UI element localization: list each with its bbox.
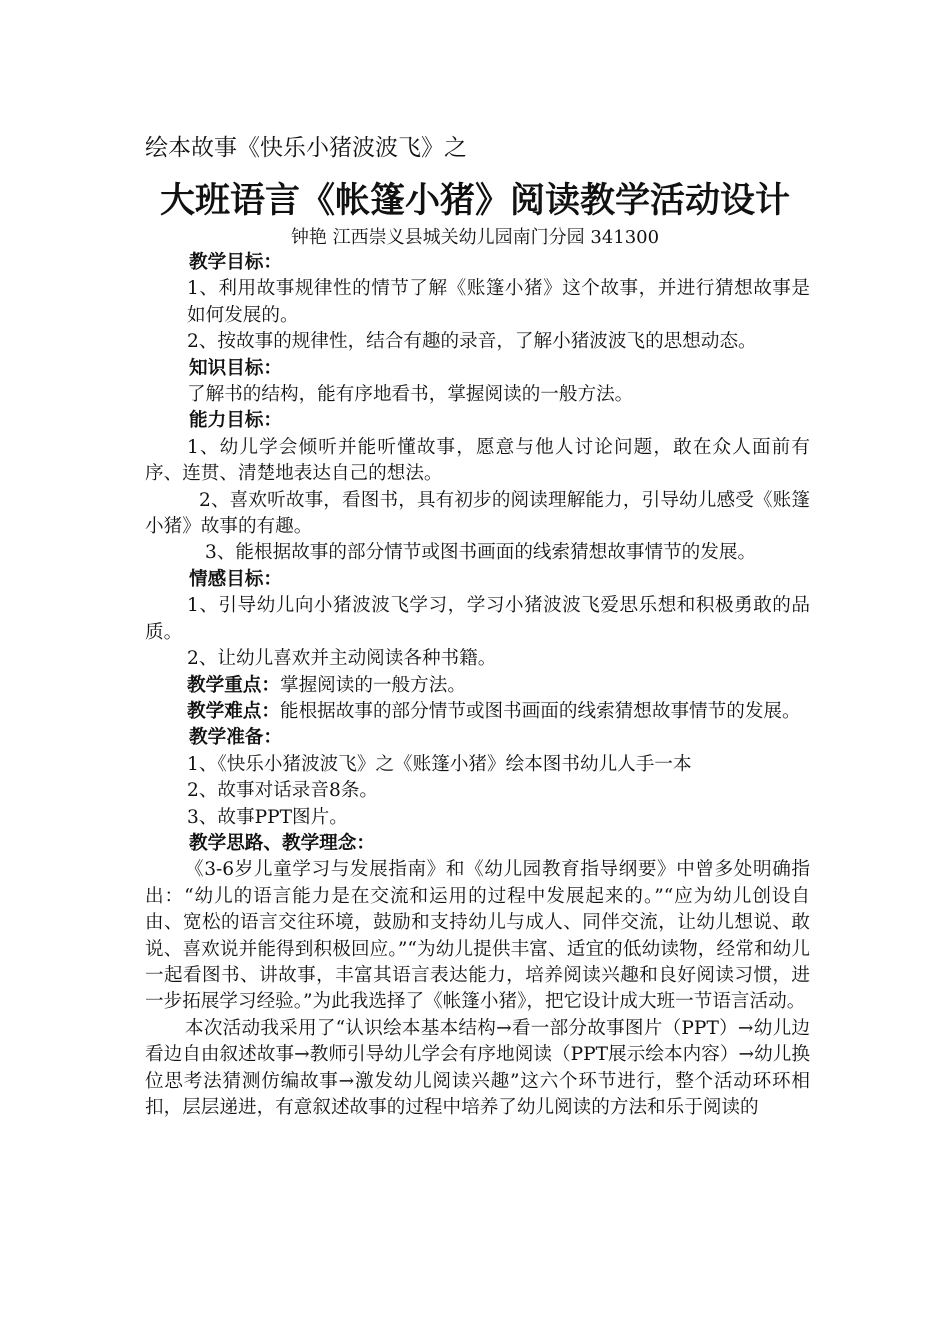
document-body <box>145 250 810 1121</box>
document-supertitle: 绘本故事《快乐小猪波波飞》之 <box>145 135 467 161</box>
difficulty-text: 能根据故事的部分情节或图书画面的线索猜想故事情节的发展。 <box>279 700 801 722</box>
difficulty-label: 教学难点： <box>187 700 280 722</box>
ability-goal-item: 1、幼儿学会倾听并能听懂故事，愿意与他人讨论问题，敢在众人面前有序、连贯、清楚地表达自己的想法。 <box>145 436 810 485</box>
preparation-item: 2、故事对话录音8条。 <box>187 780 379 802</box>
knowledge-goals-text: 了解书的结构，能有序地看书，掌握阅读的一般方法。 <box>187 384 634 406</box>
preparation-item: 1、《快乐小猪波波飞》之《账篷小猪》绘本图书幼儿人手一本 <box>187 753 692 775</box>
emotion-goal-item: 2、让幼儿喜欢并主动阅读各种书籍。 <box>187 648 497 670</box>
teaching-goal-item: 2、按故事的规律性，结合有趣的录音，了解小猪波波飞的思想动态。 <box>187 331 757 353</box>
author-byline: 钟艳 江西崇义县城关幼儿园南门分园 341300 <box>290 227 660 248</box>
preparation-item: 3、故事PPT图片。 <box>187 806 348 828</box>
emotion-goals-heading: 情感目标： <box>189 568 282 590</box>
key-point-label: 教学重点： <box>187 674 280 696</box>
document-title: 大班语言《帐篷小猪》阅读教学活动设计 <box>159 181 790 221</box>
philosophy-paragraph: 《3-6岁儿童学习与发展指南》和《幼儿园教育指导纲要》中曾多处明确指出：“幼儿的语言能力是在交流和运用的过程中发展起来的。”“应为幼儿创设自由、宽松的语言交往环境，鼓励和支持幼儿与成人、同伴交流，让幼儿想说、敢说、喜欢说并能得到积极回应。”“为幼儿提供丰富、适宜的低幼读物，经常和幼儿一起看图书、讲故事，丰富其语言表达能力，培养阅读兴趣和良好阅读习惯，进一步拓展学习经验。”为此我选择了《帐篷小猪》，把它设计成大班一节语言活动。 <box>145 859 810 1013</box>
preparation-heading: 教学准备： <box>189 727 282 749</box>
philosophy-heading: 教学思路、教学理念： <box>189 832 375 854</box>
ability-goal-item: 3、能根据故事的部分情节或图书画面的线索猜想故事情节的发展。 <box>205 542 757 564</box>
key-point-text: 掌握阅读的一般方法。 <box>279 674 466 696</box>
knowledge-goals-heading: 知识目标： <box>189 357 282 379</box>
difficulty-line <box>145 699 810 725</box>
ability-goals-heading: 能力目标： <box>189 410 282 432</box>
teaching-goal-item: 1、利用故事规律性的情节了解《账篷小猪》这个故事，并进行猜想故事是如何发展的。 <box>187 278 810 326</box>
key-point-line <box>145 673 810 699</box>
ability-goal-item: 2、喜欢听故事，看图书，具有初步的阅读理解能力，引导幼儿感受《账篷小猪》故事的有趣。 <box>145 489 810 538</box>
emotion-goal-item: 1、引导幼儿向小猪波波飞学习，学习小猪波波飞爱思乐想和积极勇敢的品质。 <box>145 595 810 643</box>
teaching-goals-heading: 教学目标： <box>189 252 282 273</box>
philosophy-paragraph: 本次活动我采用了“认识绘本基本结构→看一部分故事图片（PPT）→幼儿边看边自由叙述故事→教师引导幼儿学会有序地阅读（PPT展示绘本内容）→幼儿换位思考法猜测仿编故事→激发幼儿阅读兴趣”这六个环节进行，整个活动环环相扣，层层递进，有意叙述故事的过程中培养了幼儿阅读的方法和乐于阅读的 <box>145 1017 810 1118</box>
